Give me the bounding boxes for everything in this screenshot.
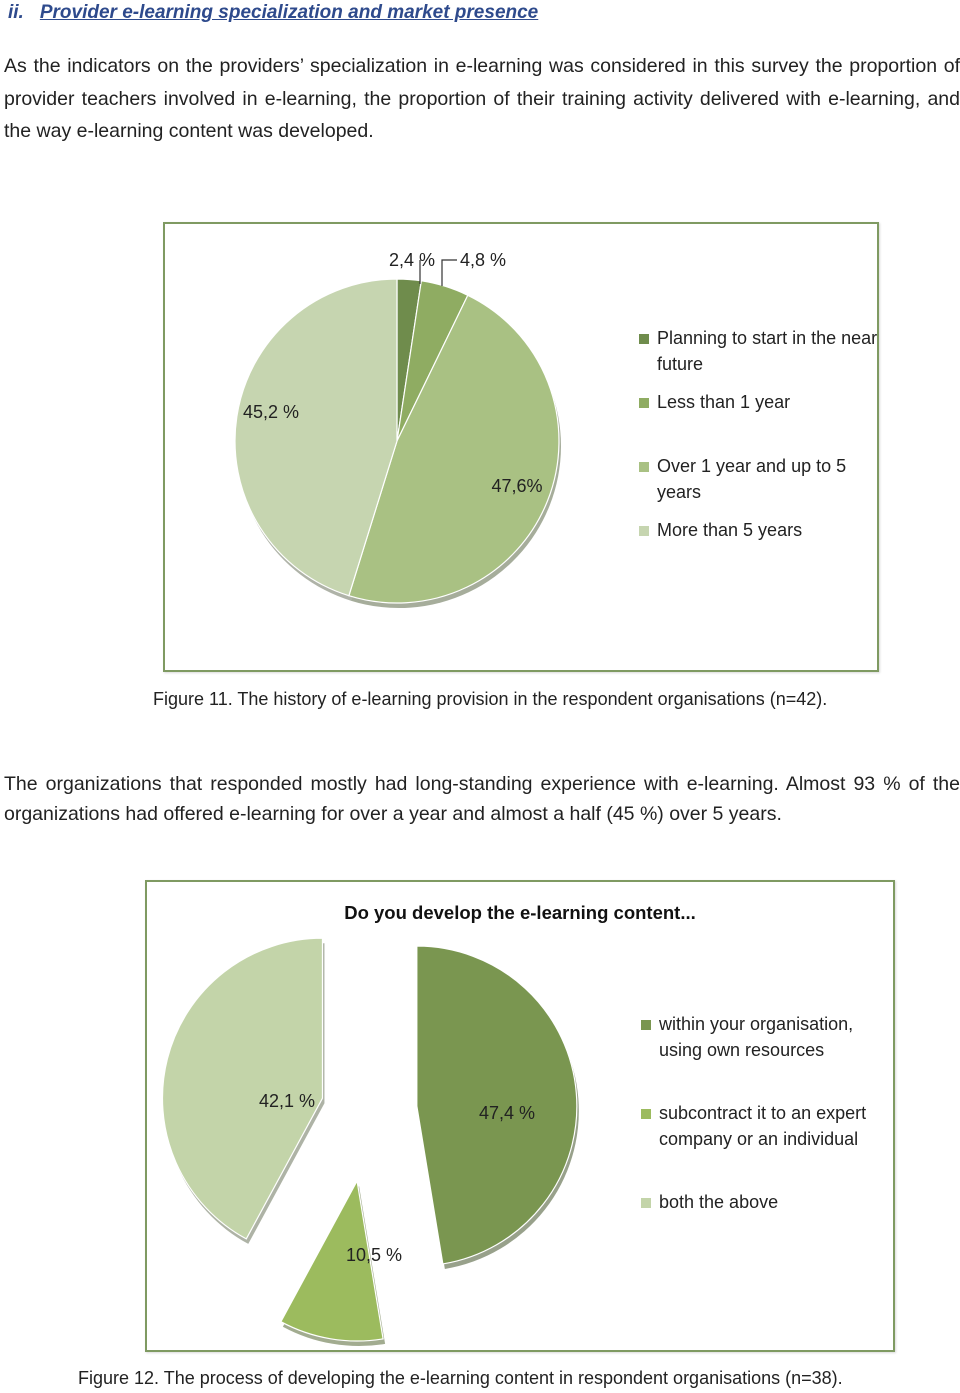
legend-item-both xyxy=(641,1190,881,1216)
legend-swatch-own-resources xyxy=(641,1020,651,1030)
figure-11-caption: Figure 11. The history of e-learning provision in the respondent organisations (n=42). xyxy=(153,689,828,709)
fig11-data-label-over-1-year-and-up-to-5-years: 47,6% xyxy=(491,476,543,496)
fig11-data-label-less-than-1-year: 4,8 % xyxy=(459,250,507,270)
intro-paragraph: As the indicators on the providers’ specialization in e-learning was considered in this survey the proportion of provider teachers involved in e-learning, the proportion of their training activity delivered with e-learning, and the way e-learning content was developed. xyxy=(4,55,960,142)
legend-item-planning xyxy=(639,326,879,377)
legend-label-planning: Planning to start in the near future xyxy=(657,328,878,374)
figure-12-caption: Figure 12. The process of developing the e-learning content in respondent organisations (n=38). xyxy=(78,1368,843,1388)
fig12-data-label-subcontract-it-to-an-expert-company-or-an-individual: 10,5 % xyxy=(345,1245,403,1265)
summary-paragraph: The organizations that responded mostly had long-standing experience with e-learning. Almost 93 % of the organizations had offered e-learning for over a year and almost a half (45 %) over 5 years. xyxy=(4,773,960,825)
legend-item-more-than-5-years xyxy=(639,518,879,544)
figure-11-legend xyxy=(639,326,878,546)
fig11-data-label-planning-to-start-in-the-near-future: 2,4 % xyxy=(388,250,436,270)
fig11-leader-line-0 xyxy=(442,260,457,286)
legend-swatch-subcontract xyxy=(641,1109,651,1119)
fig12-data-label-within-your-organisation-using-own-resources: 47,4 % xyxy=(478,1103,536,1123)
legend-label-1-to-5-years: Over 1 year and up to 5 years xyxy=(657,456,847,502)
figure-12-title: Do you develop the e-learning content... xyxy=(344,902,696,923)
legend-swatch-planning xyxy=(639,334,649,344)
legend-label-own-resources: within your organisation, using own resources xyxy=(659,1014,854,1060)
legend-label-subcontract: subcontract it to an expert company or an individual xyxy=(659,1103,867,1149)
legend-item-1-to-5-years xyxy=(639,454,879,505)
figure-11-chart xyxy=(163,222,879,672)
legend-label-less-than-1-year: Less than 1 year xyxy=(657,392,791,412)
section-number: ii. xyxy=(8,2,24,23)
legend-swatch-less-than-1-year xyxy=(639,398,649,408)
fig11-data-label-more-than-5-years: 45,2 % xyxy=(242,402,300,422)
fig12-data-label-both-the-above: 42,1 % xyxy=(258,1091,316,1111)
legend-item-subcontract xyxy=(641,1101,881,1152)
legend-item-own-resources xyxy=(641,1012,881,1063)
section-title: Provider e-learning specialization and market presence xyxy=(39,2,539,23)
figure-12-legend xyxy=(641,1012,887,1212)
section-heading xyxy=(8,2,538,24)
figure-12-chart xyxy=(145,880,895,1352)
legend-item-less-than-1-year xyxy=(639,390,879,416)
fig12-slice-both-the-above xyxy=(162,938,322,1239)
legend-swatch-more-than-5-years xyxy=(639,526,649,536)
legend-label-more-than-5-years: More than 5 years xyxy=(657,520,803,540)
legend-swatch-both xyxy=(641,1198,651,1208)
legend-label-both: both the above xyxy=(659,1192,779,1212)
legend-swatch-1-to-5-years xyxy=(639,462,649,472)
